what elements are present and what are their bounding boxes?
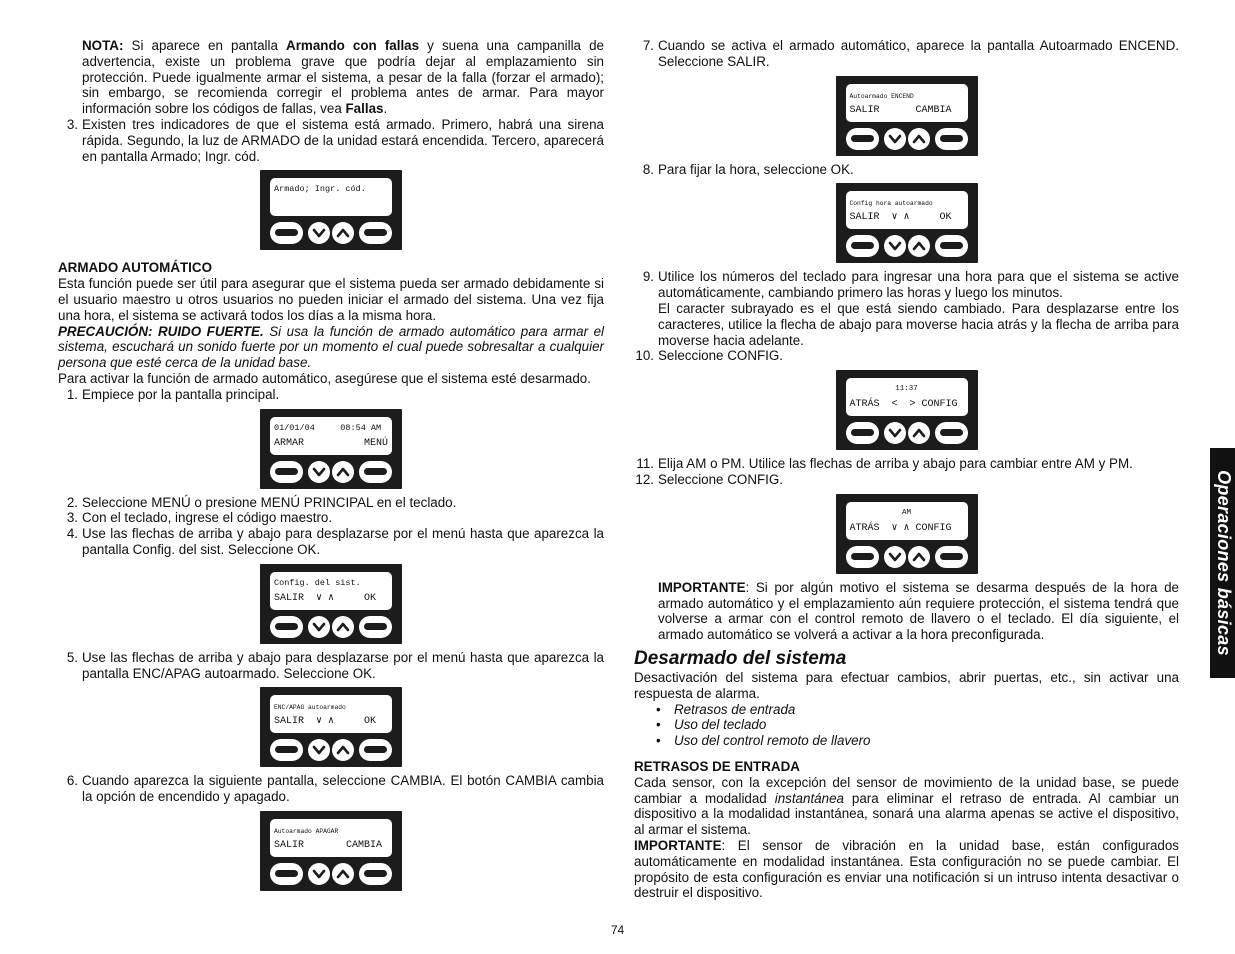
down-arrow-button xyxy=(308,461,330,483)
lcd-line-2: SALIR ∨ ∧ OK xyxy=(274,592,377,604)
right-soft-button xyxy=(935,128,968,150)
list-text: Seleccione CONFIG. xyxy=(658,471,784,487)
list-text: Use las flechas de arriba y abajo para desplazarse por el menú hasta que aparezca la pantalla ENC/APAG autoarmado. Seleccione OK. xyxy=(82,649,604,681)
up-arrow-button xyxy=(332,863,354,885)
chevron-up-icon xyxy=(912,133,926,145)
down-arrow-button xyxy=(308,739,330,761)
lcd-screen xyxy=(270,178,392,216)
list-text: Utilice los números del teclado para ingresar una hora para que el sistema se active automáticamente, cambiando primero las horas y luego los minutos. xyxy=(658,269,1179,301)
lcd-line-1: Config hora autoarmado xyxy=(849,200,933,208)
list-number: 10. xyxy=(635,348,654,364)
list-item xyxy=(58,650,604,682)
keypad-buttons xyxy=(846,128,968,152)
dash-icon xyxy=(940,135,963,142)
lcd-screen xyxy=(846,378,968,416)
chevron-down-icon xyxy=(312,227,326,239)
up-arrow-button xyxy=(332,616,354,638)
keypad-display xyxy=(260,811,402,891)
lcd-screen xyxy=(270,417,392,455)
list-number: 11. xyxy=(636,456,654,472)
keypad-buttons xyxy=(846,235,968,259)
note-bold-term: Armando con fallas xyxy=(286,38,420,53)
list-item xyxy=(58,387,604,403)
note-text-2: y suena una campanilla de advertencia, existe un problema grave que podría dejar al emplazamiento sin protección. Puede igualmente armar el sistema, a pesar de la falla (forzar el armado); sin embargo, se recomienda corregir el problema antes de armar. Para mayor información sobre los códigos de fallas, vea xyxy=(82,38,605,117)
keypad-display xyxy=(260,564,402,644)
lcd-screen xyxy=(270,572,392,610)
list-number: 7. xyxy=(642,38,654,53)
list-text: Seleccione MENÚ o presione MENÚ PRINCIPAL en el teclado. xyxy=(82,494,457,510)
chevron-up-icon xyxy=(912,427,926,439)
lcd-line-2: SALIR CAMBIA xyxy=(274,839,383,851)
dash-icon xyxy=(364,468,387,475)
up-arrow-button xyxy=(908,546,930,568)
list-text: Con el teclado, ingrese el código maestro. xyxy=(82,510,333,526)
list-number: 2. xyxy=(66,494,78,510)
caution-paragraph xyxy=(58,324,604,371)
right-column xyxy=(634,38,1179,901)
lcd-line-1: Config. del sist. xyxy=(274,577,361,588)
up-arrow-button xyxy=(908,128,930,150)
up-arrow-button xyxy=(908,235,930,257)
dash-icon xyxy=(275,746,298,753)
chevron-up-icon xyxy=(336,227,350,239)
keypad-display xyxy=(836,370,978,450)
sub-heading: RETRASOS DE ENTRADA xyxy=(634,758,800,774)
list-text: Existen tres indicadores de que el sistema está armado. Primero, habrá una sirena rápida. Segundo, la luz de ARMADO de la unidad estará encendida. Tercero, aparecerá en pantalla Armado; Ingr. cód. xyxy=(82,116,604,164)
caution-text: Si usa la función de armado automático para armar el sistema, escuchará un sonido fuerte por un momento el cual puede sobresaltar a cualquier persona que esté cerca de la unidad base. xyxy=(58,323,605,371)
lcd-screen xyxy=(846,502,968,540)
note-fallas-ref: Fallas xyxy=(345,101,384,117)
list-text: Empiece por la pantalla principal. xyxy=(82,386,280,402)
left-soft-button xyxy=(846,546,879,568)
right-soft-button xyxy=(935,235,968,257)
dash-icon xyxy=(940,242,963,249)
page-number: 74 xyxy=(610,923,625,937)
dash-icon xyxy=(940,553,963,560)
dash-icon xyxy=(364,229,387,236)
section-side-tab xyxy=(1210,448,1235,678)
lcd-line-2: ATRÁS < > CONFIG xyxy=(849,399,958,411)
list-text: Cuando aparezca la siguiente pantalla, seleccione CAMBIA. El botón CAMBIA cambia la opción de encendido y apagado. xyxy=(82,773,604,805)
down-arrow-button xyxy=(884,235,906,257)
note-text: Si aparece en pantalla xyxy=(123,38,287,53)
intro-paragraph: Esta función puede ser útil para asegurar que el sistema pueda ser armado debidamente si el usuario maestro u otros usuarios no pueden iniciar el armado del sistema. Una vez fija una hora, el sistema se activará todos los días a la misma hora. xyxy=(58,276,604,323)
left-soft-button xyxy=(270,863,303,885)
important-label: IMPORTANTE xyxy=(634,837,722,853)
bullet-text: Retrasos de entrada xyxy=(674,701,796,717)
dash-icon xyxy=(275,623,298,630)
lcd-line-2: SALIR CAMBIA xyxy=(849,104,952,116)
down-arrow-button xyxy=(308,863,330,885)
chevron-down-icon xyxy=(312,621,326,633)
delays-italic: instantánea xyxy=(774,790,844,806)
dash-icon xyxy=(275,468,298,475)
dash-icon xyxy=(364,623,387,630)
important-text: : Si por algún motivo el sistema se desarma después de la hora de armado automático y el emplazamiento aún requiere protección, el sistema tendrá que volverse a armar con el control remoto de llavero o el teclado. El día siguiente, el armado automático se volverá a activar a la hora preconfigurada. xyxy=(658,579,1179,643)
list-item xyxy=(634,456,1179,472)
important-paragraph-2 xyxy=(634,838,1179,901)
lcd-line-1: 11:37 xyxy=(895,385,918,394)
lcd-screen xyxy=(270,819,392,857)
lcd-line-2: SALIR ∨ ∧ OK xyxy=(849,212,952,224)
bullet-dot-icon: • xyxy=(656,717,661,733)
keypad-buttons xyxy=(270,616,392,640)
list-number: 5. xyxy=(66,649,78,665)
up-arrow-button xyxy=(332,222,354,244)
left-soft-button xyxy=(270,616,303,638)
keypad-display xyxy=(836,494,978,574)
dash-icon xyxy=(364,870,387,877)
activate-paragraph: Para activar la función de armado automático, asegúrese que el sistema esté desarmado. xyxy=(58,370,591,386)
delays-paragraph xyxy=(634,775,1179,838)
note-label: NOTA: xyxy=(82,38,124,53)
chevron-up-icon xyxy=(912,240,926,252)
list-number: 12. xyxy=(635,471,654,487)
chevron-down-icon xyxy=(312,744,326,756)
up-arrow-button xyxy=(908,422,930,444)
chevron-up-icon xyxy=(336,621,350,633)
list-item xyxy=(634,162,1179,178)
list-item xyxy=(634,269,1179,301)
right-soft-button xyxy=(935,546,968,568)
list-number: 3. xyxy=(66,116,78,132)
list-item xyxy=(58,526,604,558)
step9-detail: El caracter subrayado es el que está siendo cambiado. Para desplazarse entre los caracteres, utilice la flecha de abajo para moverse hacia atrás y la flecha de arriba para moverse hacia adelante. xyxy=(658,300,1179,348)
up-arrow-button xyxy=(332,461,354,483)
list-number: 4. xyxy=(66,526,78,542)
list-number: 6. xyxy=(66,773,78,789)
lcd-line-2: ARMAR MENÚ xyxy=(274,437,389,449)
keypad-buttons xyxy=(846,422,968,446)
list-number: 1. xyxy=(66,386,78,402)
dash-icon xyxy=(851,553,874,560)
left-soft-button xyxy=(270,739,303,761)
dash-icon xyxy=(275,870,298,877)
list-text: Cuando se activa el armado automático, aparece la pantalla Autoarmado ENCEND. Seleccione SALIR. xyxy=(658,38,1179,69)
list-item xyxy=(634,472,1179,488)
down-arrow-button xyxy=(884,422,906,444)
left-soft-button xyxy=(270,222,303,244)
keypad-buttons xyxy=(270,461,392,485)
delays-text-2: para eliminar el retraso de entrada. Al cambiar un dispositivo a la modalidad instantánea, sonará una alarma apenas se active el dispositivo, al armar el sistema. xyxy=(634,790,1179,838)
keypad-display xyxy=(836,76,978,156)
list-item xyxy=(634,38,1179,70)
list-text: Use las flechas de arriba y abajo para desplazarse por el menú hasta que aparezca la pantalla Config. del sist. Seleccione OK. xyxy=(82,526,604,557)
dash-icon xyxy=(851,429,874,436)
lcd-screen xyxy=(846,191,968,229)
left-soft-button xyxy=(270,461,303,483)
right-soft-button xyxy=(359,616,392,638)
lcd-line-2: SALIR ∨ ∧ OK xyxy=(274,716,377,728)
right-soft-button xyxy=(935,422,968,444)
bullet-dot-icon: • xyxy=(656,701,661,717)
right-soft-button xyxy=(359,222,392,244)
dash-icon xyxy=(940,429,963,436)
lcd-line-1: Autoarmado APAGAR xyxy=(274,827,339,835)
down-arrow-button xyxy=(884,128,906,150)
lcd-screen xyxy=(270,695,392,733)
disarm-intro: Desactivación del sistema para efectuar cambios, abrir puertas, etc., sin activar una respuesta de alarma. xyxy=(634,669,1179,701)
list-text: Seleccione CONFIG. xyxy=(658,348,784,364)
bullet-item xyxy=(634,733,1179,749)
down-arrow-button xyxy=(308,616,330,638)
down-arrow-button xyxy=(308,222,330,244)
chevron-up-icon xyxy=(336,744,350,756)
bullet-text: Uso del control remoto de llavero xyxy=(674,733,871,749)
left-soft-button xyxy=(846,128,879,150)
keypad-buttons xyxy=(270,222,392,246)
list-text: Para fijar la hora, seleccione OK. xyxy=(658,161,854,177)
chevron-up-icon xyxy=(912,551,926,563)
section-title: Desarmado del sistema xyxy=(634,647,847,669)
lcd-line-1: ENC/APAG autoarmado xyxy=(274,704,346,712)
dash-icon xyxy=(851,135,874,142)
list-item xyxy=(58,773,604,805)
list-item xyxy=(58,117,604,164)
down-arrow-button xyxy=(884,546,906,568)
delays-text: Cada sensor, con la excepción del sensor de movimiento de la unidad base, se puede cambiar a modalidad xyxy=(634,774,1179,806)
keypad-display xyxy=(836,183,978,263)
lcd-line-1: 01/01/04 08:54 AM xyxy=(274,422,382,433)
bullet-item xyxy=(634,702,1179,718)
side-tab-label: Operaciones básicas xyxy=(1213,470,1234,656)
left-soft-button xyxy=(846,235,879,257)
dash-icon xyxy=(851,242,874,249)
important-paragraph xyxy=(634,580,1179,643)
keypad-buttons xyxy=(270,739,392,763)
list-item xyxy=(58,495,604,511)
important-text: : El sensor de vibración en la unidad base, están configurados automáticamente en modalidad instantánea. Esta configuración no se puede cambiar. El propósito de esta configuración es enviar una notificación si un intruso intenta desactivar o destruir el dispositivo. xyxy=(634,837,1179,901)
right-soft-button xyxy=(359,739,392,761)
chevron-up-icon xyxy=(336,466,350,478)
right-soft-button xyxy=(359,863,392,885)
lcd-line-1: Autoarmado ENCEND xyxy=(849,92,914,100)
keypad-display xyxy=(260,687,402,767)
chevron-down-icon xyxy=(888,133,902,145)
list-item xyxy=(634,348,1179,364)
chevron-down-icon xyxy=(888,427,902,439)
keypad-buttons xyxy=(270,863,392,887)
left-column xyxy=(58,38,604,897)
right-soft-button xyxy=(359,461,392,483)
list-item xyxy=(58,510,604,526)
bullet-list xyxy=(634,702,1179,749)
list-number: 8. xyxy=(642,161,654,177)
lcd-screen xyxy=(846,84,968,122)
chevron-down-icon xyxy=(312,466,326,478)
caution-label: PRECAUCIÓN: RUIDO FUERTE. xyxy=(58,323,264,339)
lcd-line-1: AM xyxy=(901,508,911,517)
chevron-down-icon xyxy=(312,868,326,880)
up-arrow-button xyxy=(332,739,354,761)
note-period: . xyxy=(383,101,388,117)
chevron-down-icon xyxy=(888,551,902,563)
dash-icon xyxy=(364,746,387,753)
keypad-display xyxy=(260,409,402,489)
lcd-line-2: ATRÁS ∨ ∧ CONFIG xyxy=(849,522,952,534)
keypad-display xyxy=(260,170,402,250)
chevron-down-icon xyxy=(888,240,902,252)
lcd-line-1: Armado; Ingr. cód. xyxy=(274,184,366,195)
list-text: Elija AM o PM. Utilice las flechas de arriba y abajo para cambiar entre AM y PM. xyxy=(658,456,1133,472)
bullet-text: Uso del teclado xyxy=(674,717,767,733)
dash-icon xyxy=(275,229,298,236)
chevron-up-icon xyxy=(336,868,350,880)
bullet-dot-icon: • xyxy=(656,733,661,749)
left-soft-button xyxy=(846,422,879,444)
bullet-item xyxy=(634,717,1179,733)
important-label: IMPORTANTE xyxy=(658,579,746,595)
list-number: 9. xyxy=(642,269,654,285)
section-heading: ARMADO AUTOMÁTICO xyxy=(58,260,212,276)
note-paragraph xyxy=(58,38,604,117)
list-number: 3. xyxy=(66,510,78,526)
keypad-buttons xyxy=(846,546,968,570)
